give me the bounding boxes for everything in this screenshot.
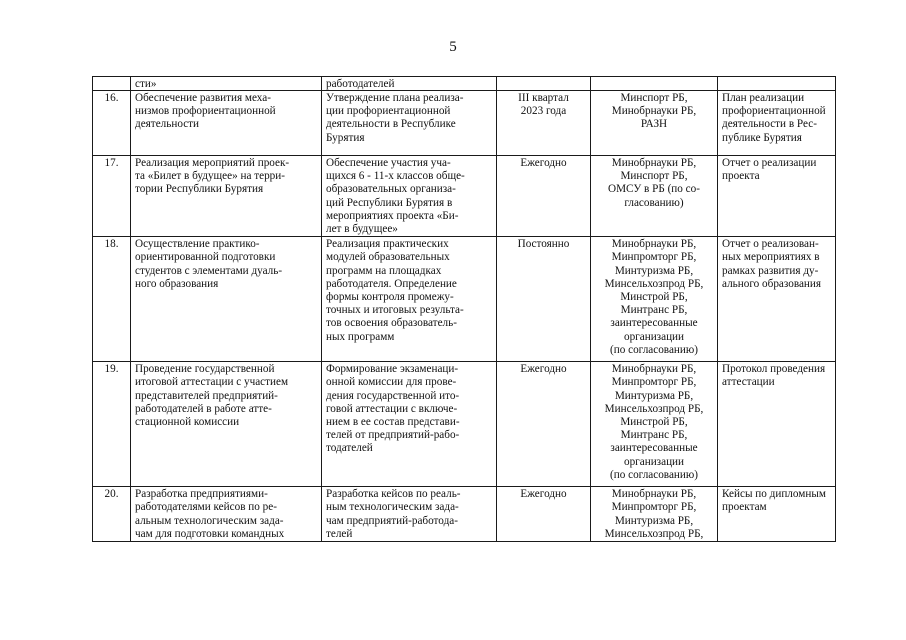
- cell-term: Постоянно: [497, 237, 591, 362]
- cell-executors: Минобрнауки РБ, Минпромторг РБ, Минтуризма РБ, Минсельхозпрод РБ, Минстрой РБ, Минтранс РБ, заинтересованные организации (по согласованию): [591, 237, 718, 362]
- cell-event: Обеспечение развития меха- низмов профориентационной деятельности: [131, 91, 322, 156]
- cell-mechanism: Формирование экзаменаци- онной комиссии для прове- дения государственной ито- говой аттестации с включе- нием в ее состав представи- телей от предприятий-рабо- тодателей: [322, 362, 497, 487]
- cell-executors: Минобрнауки РБ, Минпромторг РБ, Минтуризма РБ, Минсельхозпрод РБ,: [591, 487, 718, 542]
- cell-result: Отчет о реализован- ных мероприятиях в рамках развития ду- ального образования: [718, 237, 836, 362]
- cell-executors: Минспорт РБ, Минобрнауки РБ, РАЗН: [591, 91, 718, 156]
- cell-event: сти»: [131, 77, 322, 91]
- cell-term: [497, 77, 591, 91]
- cell-number: 19.: [93, 362, 131, 487]
- page-number: 5: [449, 39, 457, 55]
- cell-number: 20.: [93, 487, 131, 542]
- cell-term: Ежегодно: [497, 362, 591, 487]
- table-row-17: [93, 156, 836, 237]
- cell-number: 16.: [93, 91, 131, 156]
- cell-result: План реализации профориентационной деятельности в Рес- публике Бурятия: [718, 91, 836, 156]
- cell-result: Отчет о реализации проекта: [718, 156, 836, 237]
- action-plan-table: [92, 76, 836, 542]
- cell-executors: Минобрнауки РБ, Минспорт РБ, ОМСУ в РБ (по со- гласованию): [591, 156, 718, 237]
- cell-mechanism: работодателей: [322, 77, 497, 91]
- cell-mechanism: Утверждение плана реализа- ции профориентационной деятельности в Республике Бурятия: [322, 91, 497, 156]
- cell-result: Кейсы по дипломным проектам: [718, 487, 836, 542]
- table-row-19: [93, 362, 836, 487]
- cell-number: [93, 77, 131, 91]
- cell-executors: Минобрнауки РБ, Минпромторг РБ, Минтуризма РБ, Минсельхозпрод РБ, Минстрой РБ, Минтранс РБ, заинтересованные организации (по согласованию): [591, 362, 718, 487]
- table-row-continuation: [93, 77, 836, 91]
- table-row-16: [93, 91, 836, 156]
- table-row-20: [93, 487, 836, 542]
- cell-term: III квартал 2023 года: [497, 91, 591, 156]
- table-row-18: [93, 237, 836, 362]
- cell-executors: [591, 77, 718, 91]
- cell-result: [718, 77, 836, 91]
- cell-term: Ежегодно: [497, 487, 591, 542]
- cell-event: Реализация мероприятий проек- та «Билет в будущее» на терри- тории Республики Бурятия: [131, 156, 322, 237]
- cell-mechanism: Разработка кейсов по реаль- ным технологическим зада- чам предприятий-работода- телей: [322, 487, 497, 542]
- cell-number: 18.: [93, 237, 131, 362]
- cell-term: Ежегодно: [497, 156, 591, 237]
- cell-event: Проведение государственной итоговой аттестации с участием представителей предприятий- работодателей в работе атте- стационной комиссии: [131, 362, 322, 487]
- cell-mechanism: Обеспечение участия уча- щихся 6 - 11-х классов обще- образовательных организа- ций Республики Бурятия в мероприятиях проекта «Би- лет в будущее»: [322, 156, 497, 237]
- cell-event: Осуществление практико- ориентированной подготовки студентов с элементами дуаль- ного образования: [131, 237, 322, 362]
- cell-event: Разработка предприятиями- работодателями кейсов по ре- альным технологическим зада- чам для подготовки командных: [131, 487, 322, 542]
- cell-number: 17.: [93, 156, 131, 237]
- cell-result: Протокол проведения аттестации: [718, 362, 836, 487]
- cell-mechanism: Реализация практических модулей образовательных программ на площадках работодателя. Определение формы контроля промежу- точных и итоговых результа- тов освоения образователь- ных программ: [322, 237, 497, 362]
